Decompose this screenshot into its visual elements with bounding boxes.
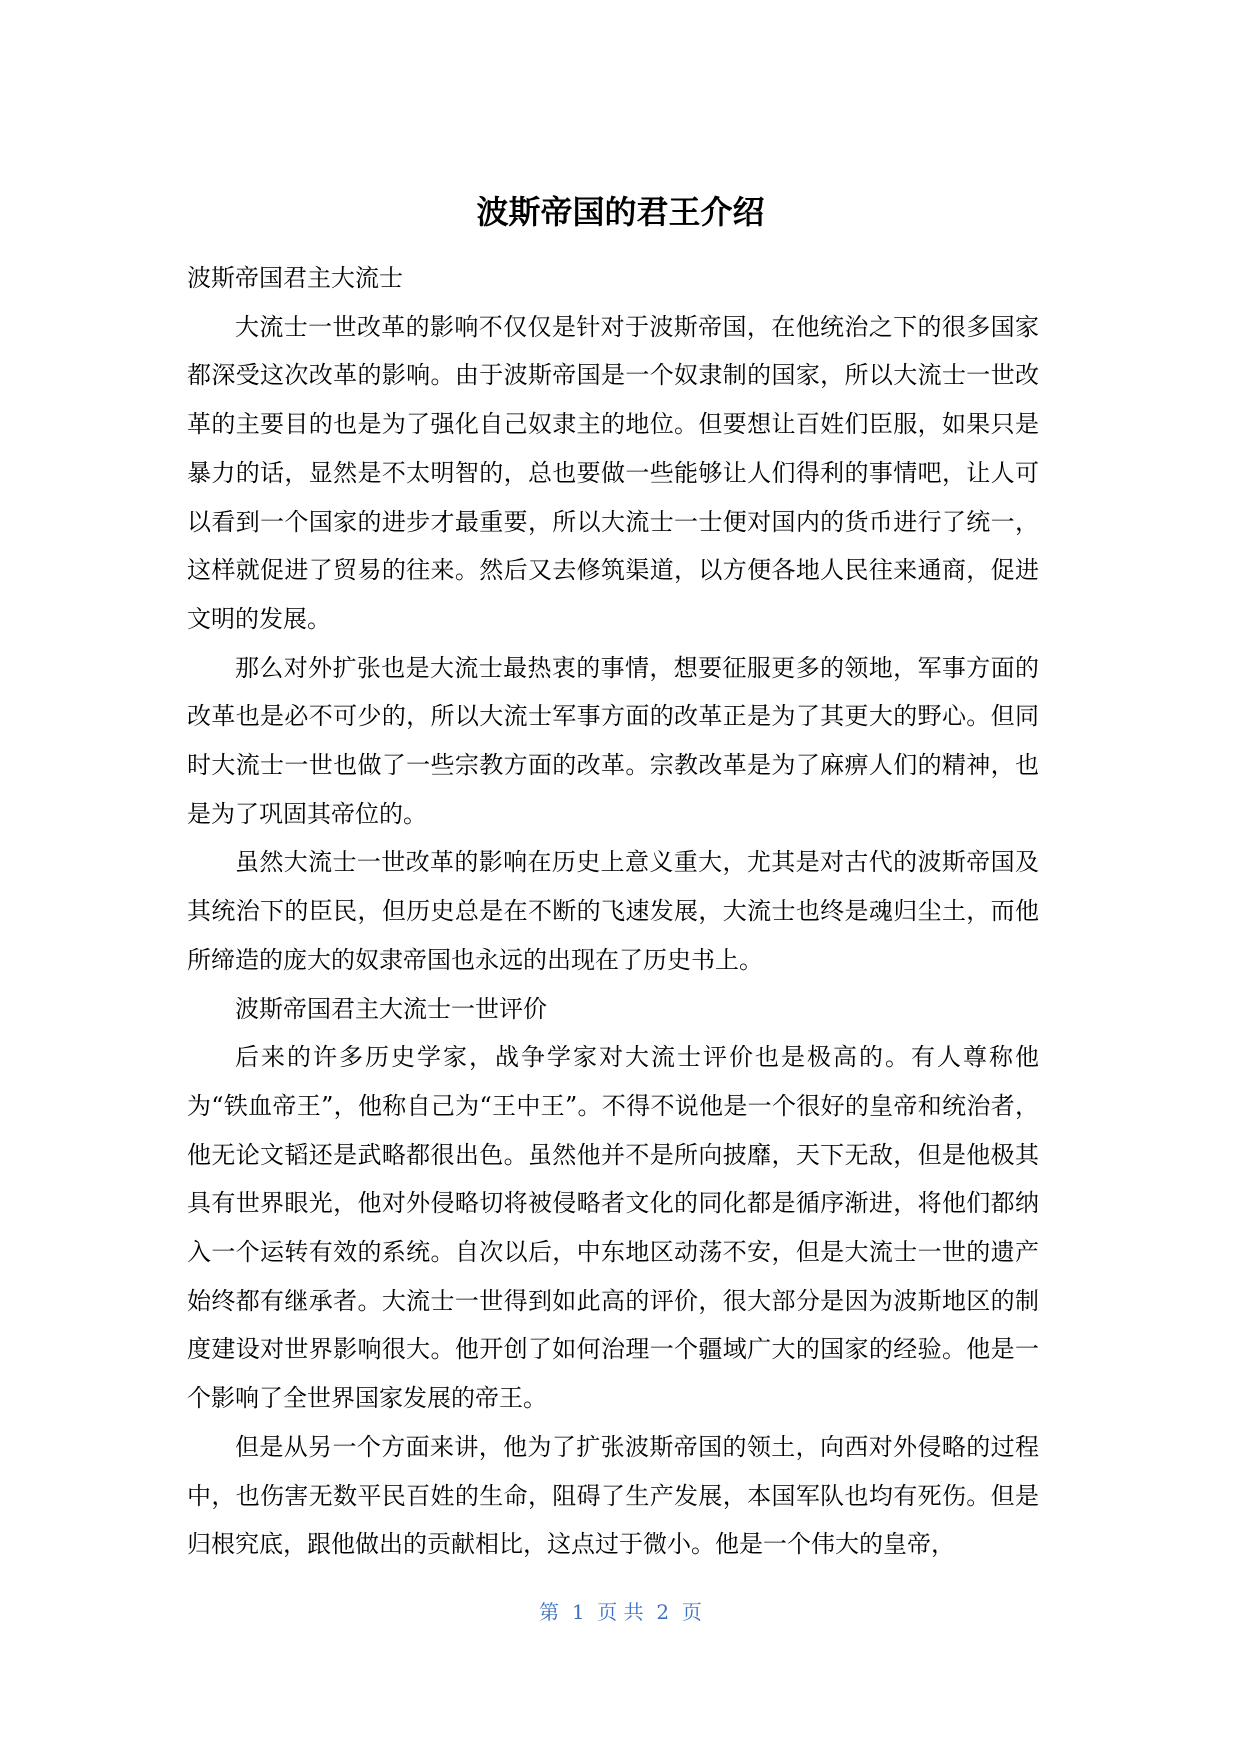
subtitle: 波斯帝国君主大流士 [187, 264, 403, 292]
page-number-footer: 第 1 页 共 2 页 [539, 1600, 702, 1624]
paragraph: 后来的许多历史学家，战争学家对大流士评价也是极高的。有人尊称他为“铁血帝王”，他称自己为“王中王”。不得不说他是一个很好的皇帝和统治者，他无论文韬还是武略都很出色。虽然他并不是所向披靡，天下无敌，但是他极其具有世界眼光，他对外侵略切将被侵略者文化的同化都是循序渐进，将他们都纳入一个运转有效的系统。自次以后，中东地区动荡不安，但是大流士一世的遗产始终都有继承者。大流士一世得到如此高的评价，很大部分是因为波斯地区的制度建设对世界影响很大。他开创了如何治理一个疆域广大的国家的经验。他是一个影响了全世界国家发展的帝王。 [187, 1043, 1039, 1413]
paragraph: 虽然大流士一世改革的影响在历史上意义重大，尤其是对古代的波斯帝国及其统治下的臣民，但历史总是在不断的飞速发展，大流士也终是魂归尘土，而他所缔造的庞大的奴隶帝国也永远的出现在了历史书上。 [187, 848, 1039, 974]
paragraph: 那么对外扩张也是大流士最热衷的事情，想要征服更多的领地，军事方面的改革也是必不可少的，所以大流士军事方面的改革正是为了其更大的野心。但同时大流士一世也做了一些宗教方面的改革。宗教改革是为了麻痹人们的精神，也是为了巩固其帝位的。 [187, 653, 1039, 828]
paragraph: 大流士一世改革的影响不仅仅是针对于波斯帝国，在他统治之下的很多国家都深受这次改革的影响。由于波斯帝国是一个奴隶制的国家，所以大流士一世改革的主要目的也是为了强化自己奴隶主的地位。但要想让百姓们臣服，如果只是暴力的话，显然是不太明智的，总也要做一些能够让人们得利的事情吧，让人可以看到一个国家的进步才最重要，所以大流士一士便对国内的货币进行了统一，这样就促进了贸易的往来。然后又去修筑渠道，以方便各地人民往来通商，促进文明的发展。 [187, 312, 1039, 633]
section-heading: 波斯帝国君主大流士一世评价 [235, 994, 547, 1023]
document-title: 波斯帝国的君王介绍 [476, 193, 765, 231]
paragraph: 但是从另一个方面来讲，他为了扩张波斯帝国的领土，向西对外侵略的过程中，也伤害无数平民百姓的生命，阻碍了生产发展，本国军队也均有死伤。但是归根究底，跟他做出的贡献相比，这点过于微小。他是一个伟大的皇帝， [187, 1432, 1039, 1559]
document-body [187, 254, 1039, 1569]
